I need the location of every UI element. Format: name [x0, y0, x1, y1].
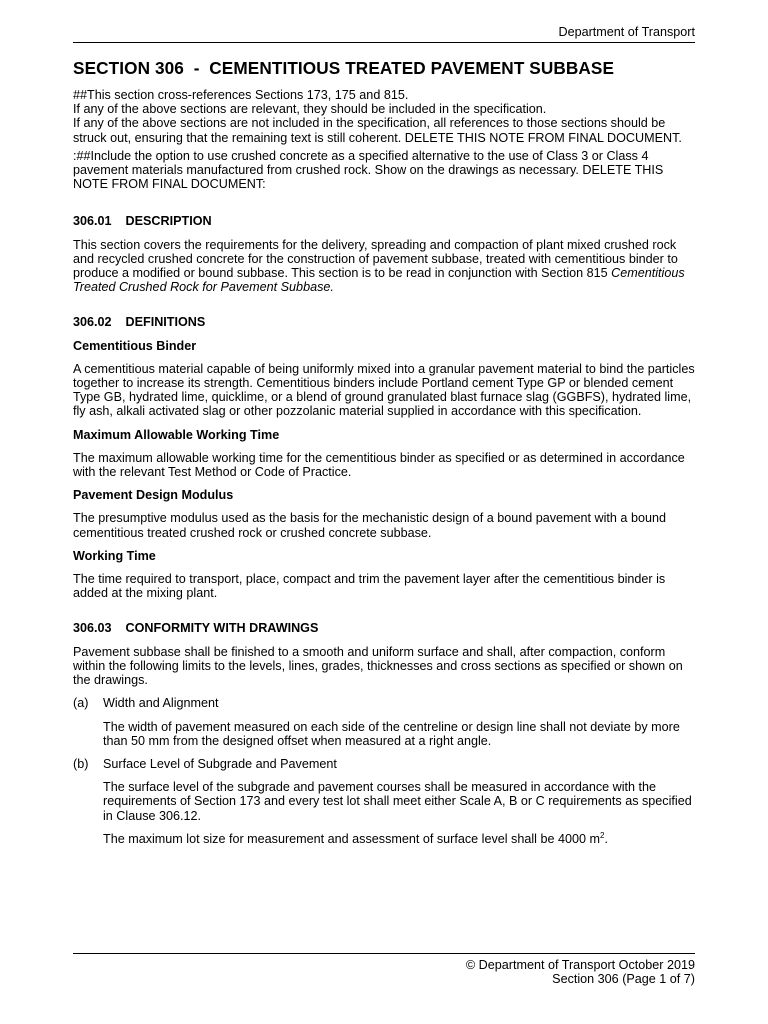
- definition-text-maximum-allowable-working-time: The maximum allowable working time for the cementitious binder as specified or as determined in accordance with the relevant Test Method or Code of Practice.: [73, 450, 685, 480]
- list-item-text: The width of pavement measured on each side of the centreline or design line shall not deviate by more than 50 mm from the designed offset when measured at a right angle.: [103, 719, 680, 748]
- definition-term-cementitious-binder: Cementitious Binder: [73, 338, 197, 353]
- lot-size-text: The maximum lot size for measurement and assessment of surface level shall be 4000 m: [103, 831, 600, 846]
- clause-description-text: [73, 238, 698, 295]
- section-title: SECTION 306 - CEMENTITIOUS TREATED PAVEMENT SUBBASE: [73, 58, 615, 78]
- list-item-width-alignment: [73, 696, 698, 748]
- definition-text-working-time: The time required to transport, place, compact and trim the pavement layer after the cementitious binder is added at the mixing plant.: [73, 572, 666, 601]
- definition-term-pavement-design-modulus: Pavement Design Modulus: [73, 488, 234, 503]
- note-line: If any of the above sections are relevant, they should be included in the specification.: [73, 102, 547, 117]
- editorial-note-crushed-concrete: :##Include the option to use crushed concrete as a specified alternative to the use of Class 3 or Class 4 pavement materials manufactured from crushed rock. Show on the drawings as necessary. DELETE THIS NOTE FROM FINAL DOCUMENT:: [73, 148, 664, 192]
- clause-heading-description: 306.01 DESCRIPTION: [73, 214, 212, 229]
- description-reference: Cementitious Treated Crushed Rock for Pavement Subbase.: [73, 266, 685, 295]
- clause-heading-definitions: 306.02 DEFINITIONS: [73, 315, 206, 330]
- list-item-title: Width and Alignment: [103, 696, 219, 711]
- description-text: This section covers the requirements for the delivery, spreading and compaction of plant mixed crushed rock and recycled crushed concrete for the construction of pavement subbase, treated with cementitious binder to produce a modified or bound subbase. This section is to be read in conjunction with Section 815: [73, 237, 678, 281]
- list-item-text-lot-size: [103, 832, 698, 846]
- conformity-intro-text: Pavement subbase shall be finished to a smooth and uniform surface and shall, after compaction, conform within the following limits to the levels, lines, grades, thicknesses and cross sections as specified or shown on the drawings.: [73, 644, 683, 688]
- definition-term-maximum-allowable-working-time: Maximum Allowable Working Time: [73, 427, 280, 442]
- footer-copyright: © Department of Transport October 2019: [465, 958, 695, 972]
- note-line: If any of the above sections are not included in the specification, all references to those sections should be struck out, ensuring that the remaining text is still coherent. DELETE THIS NOTE FROM FINAL DOCUMENT.: [73, 116, 682, 145]
- footer: [466, 958, 695, 986]
- note-line: ##This section cross-references Sections 173, 175 and 815.: [73, 88, 409, 102]
- list-letter: (a): [73, 696, 89, 711]
- definition-term-working-time: Working Time: [73, 548, 156, 563]
- list-letter: (b): [73, 756, 89, 771]
- clause-heading-conformity: 306.03 CONFORMITY WITH DRAWINGS: [73, 621, 319, 636]
- list-item-title: Surface Level of Subgrade and Pavement: [103, 756, 337, 771]
- editorial-note-cross-references: [73, 88, 698, 145]
- definition-text-pavement-design-modulus: The presumptive modulus used as the basis for the mechanistic design of a bound pavement with a bound cementitious treated crushed rock or crushed concrete subbase.: [73, 511, 666, 540]
- footer-page-number: Section 306 (Page 1 of 7): [552, 972, 695, 987]
- superscript: 2: [599, 830, 605, 840]
- header-department: Department of Transport: [558, 25, 695, 39]
- footer-rule: [73, 953, 695, 954]
- header-rule: [73, 42, 695, 43]
- lot-size-end: .: [604, 831, 608, 846]
- definition-text-cementitious-binder: A cementitious material capable of being uniformly mixed into a granular pavement material to bind the particles together to increase its strength. Cementitious binders include Portland cement Type GP or blended cement Type GB, hydrated lime, quicklime, or a blend of ground granulated blast furnace slag (GGBFS), hydrated lime, fly ash, alkali activated slag or other pozzolanic material supplied in accordance with this specification.: [73, 361, 695, 419]
- list-item-surface-level: [73, 757, 698, 846]
- document-body: [73, 58, 698, 846]
- list-item-text: The surface level of the subgrade and pavement courses shall be measured in accordance with the requirements of Section 173 and every test lot shall meet either Scale A, B or C requirements as specified in Clause 306.12.: [103, 780, 692, 823]
